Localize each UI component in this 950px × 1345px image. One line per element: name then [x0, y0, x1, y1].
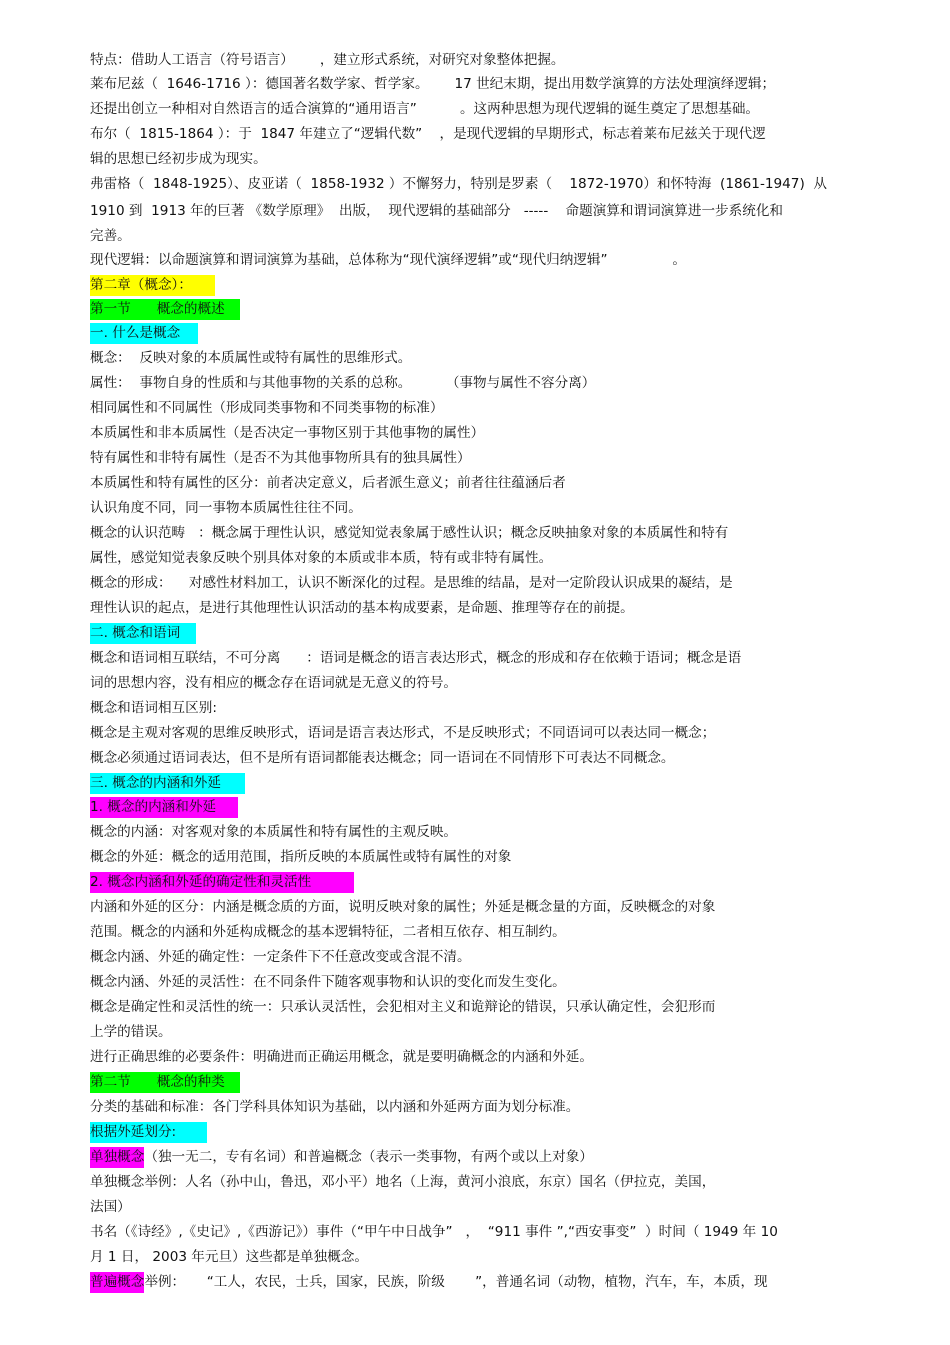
paragraph-line: 概念内涵、外延的灵活性：在不同条件下随客观事物和认识的变化而发生变化。 [90, 974, 566, 990]
paragraph-line: 法国） [90, 1199, 131, 1215]
paragraph-line: 单独概念举例：人名（孙中山，鲁迅，邓小平）地名（上海，黄河小浪底，东京）国名（伊拉克，美国， [90, 1174, 716, 1190]
highlighted-term: 单独概念 [90, 1147, 144, 1168]
paragraph-line: 特点：借助人工语言（符号语言） ，建立形式系统，对研究对象整体把握。 [90, 52, 565, 68]
section-heading [90, 1122, 207, 1143]
paragraph-line: 概念是主观对客观的思维反映形式，语词是语言表达形式，不是反映形式；不同语词可以表达同一概念； [90, 725, 716, 741]
paragraph-line [90, 1272, 768, 1293]
paragraph-line: 1910 到 1913 年的巨著 《数学原理》 出版， 现代逻辑的基础部分 ----- 命题演算和谓词演算进一步系统化和 [90, 203, 784, 219]
paragraph-line: 词的思想内容，没有相应的概念存在语词就是无意义的符号。 [90, 675, 458, 691]
paragraph-line: 概念的认识范畴 ：概念属于理性认识，感觉知觉表象属于感性认识；概念反映抽象对象的本质属性和特有 [90, 525, 729, 541]
section-heading [90, 1072, 240, 1093]
paragraph-line [90, 1147, 593, 1168]
highlighted-heading-text: 2. 概念内涵和外延的确定性和灵活性 [90, 872, 354, 893]
paragraph-line: 相同属性和不同属性（形成同类事物和不同类事物的标准） [90, 400, 444, 416]
paragraph-line: 辑的思想已经初步成为现实。 [90, 151, 267, 167]
paragraph-line: 概念是确定性和灵活性的统一：只承认灵活性，会犯相对主义和诡辩论的错误，只承认确定性，会犯形而 [90, 999, 716, 1015]
paragraph-line: 特有属性和非特有属性（是否不为其他事物所具有的独具属性） [90, 450, 471, 466]
paragraph-line: 概念的外延：概念的适用范围，指所反映的本质属性或特有属性的对象 [90, 849, 512, 865]
section-heading [90, 773, 245, 794]
paragraph-line: 理性认识的起点，是进行其他理性认识活动的基本构成要素，是命题、推理等存在的前提。 [90, 600, 634, 616]
section-heading [90, 797, 238, 818]
highlighted-heading-text: 第一节 概念的概述 [90, 299, 240, 320]
paragraph-line: 完善。 [90, 228, 131, 244]
line-text: 举例： “工人，农民，士兵，国家，民族，阶级 ”，普通名词（动物，植物，汽车，车，本质，现 [144, 1274, 768, 1290]
paragraph-line: 属性： 事物自身的性质和与其他事物的关系的总称。 （事物与属性不容分离） [90, 375, 596, 391]
paragraph-line: 概念和语词相互区别: [90, 700, 217, 716]
paragraph-line: 概念必须通过语词表达，但不是所有语词都能表达概念；同一语词在不同情形下可表达不同概念。 [90, 750, 675, 766]
highlighted-heading-text: 1. 概念的内涵和外延 [90, 797, 238, 818]
paragraph-line: 概念的形成： 对感性材料加工，认识不断深化的过程。是思维的结晶，是对一定阶段认识成果的凝结，是 [90, 575, 733, 591]
paragraph-line: 弗雷格（ 1848-1925）、皮亚诺（ 1858-1932 ）不懈努力，特别是罗素（ 1872-1970）和怀特海 (1861-1947) 从 [90, 176, 827, 192]
highlighted-heading-text: 第二章（概念）： [90, 275, 215, 296]
paragraph-line: 书名（《诗经》,《史记》,《西游记》）事件（“甲午中日战争” ， “911 事件 ”,“西安事变” ）时间（ 1949 年 10 [90, 1224, 778, 1240]
paragraph-line: 莱布尼兹（ 1646-1716 ）：德国著名数学家、哲学家。 17 世纪末期，提出用数学演算的方法处理演绎逻辑； [90, 76, 776, 92]
highlighted-heading-text: 根据外延划分: [90, 1122, 207, 1143]
section-heading [90, 623, 196, 644]
paragraph-line: 进行正确思维的必要条件：明确进而正确运用概念，就是要明确概念的内涵和外延。 [90, 1049, 593, 1065]
highlighted-term: 普遍概念 [90, 1272, 144, 1293]
paragraph-line: 本质属性和非本质属性（是否决定一事物区别于其他事物的属性） [90, 425, 485, 441]
highlighted-heading-text: 二. 概念和语词 [90, 623, 196, 644]
section-heading [90, 299, 240, 320]
paragraph-line: 内涵和外延的区分：内涵是概念质的方面，说明反映对象的属性；外延是概念量的方面，反映概念的对象 [90, 899, 716, 915]
paragraph-line: 概念和语词相互联结，不可分离 ：语词是概念的语言表达形式，概念的形成和存在依赖于语词；概念是语 [90, 650, 742, 666]
paragraph-line: 本质属性和特有属性的区分：前者决定意义，后者派生意义；前者往往蕴涵后者 [90, 475, 566, 491]
section-heading [90, 323, 198, 344]
paragraph-line: 认识角度不同，同一事物本质属性往往不同。 [90, 500, 362, 516]
paragraph-line: 布尔（ 1815-1864 ）：于 1847 年建立了“逻辑代数” ，是现代逻辑的早期形式，标志着莱布尼兹关于现代逻 [90, 126, 766, 142]
highlighted-heading-text: 第二节 概念的种类 [90, 1072, 240, 1093]
paragraph-line: 分类的基础和标准：各门学科具体知识为基础，以内涵和外延两方面为划分标准。 [90, 1099, 580, 1115]
paragraph-line: 上学的错误。 [90, 1024, 172, 1040]
section-heading [90, 275, 215, 296]
paragraph-line: 属性，感觉知觉表象反映个别具体对象的本质或非本质，特有或非特有属性。 [90, 550, 553, 566]
paragraph-line: 概念内涵、外延的确定性：一定条件下不任意改变或含混不清。 [90, 949, 471, 965]
paragraph-line: 现代逻辑：以命题演算和谓词演算为基础，总体称为“现代演绎逻辑”或“现代归纳逻辑” 。 [90, 252, 686, 268]
paragraph-line: 还提出创立一种相对自然语言的适合演算的“通用语言” 。这两种思想为现代逻辑的诞生奠定了思想基础。 [90, 101, 760, 117]
line-text: （独一无二，专有名词）和普遍概念（表示一类事物，有两个或以上对象） [144, 1149, 593, 1165]
highlighted-heading-text: 一. 什么是概念 [90, 323, 198, 344]
paragraph-line: 概念的内涵：对客观对象的本质属性和特有属性的主观反映。 [90, 824, 458, 840]
paragraph-line: 范围。概念的内涵和外延构成概念的基本逻辑特征，二者相互依存、相互制约。 [90, 924, 566, 940]
highlighted-heading-text: 三. 概念的内涵和外延 [90, 773, 245, 794]
paragraph-line: 月 1 日， 2003 年元旦）这些都是单独概念。 [90, 1249, 369, 1265]
paragraph-line: 概念： 反映对象的本质属性或特有属性的思维形式。 [90, 350, 412, 366]
section-heading [90, 872, 354, 893]
